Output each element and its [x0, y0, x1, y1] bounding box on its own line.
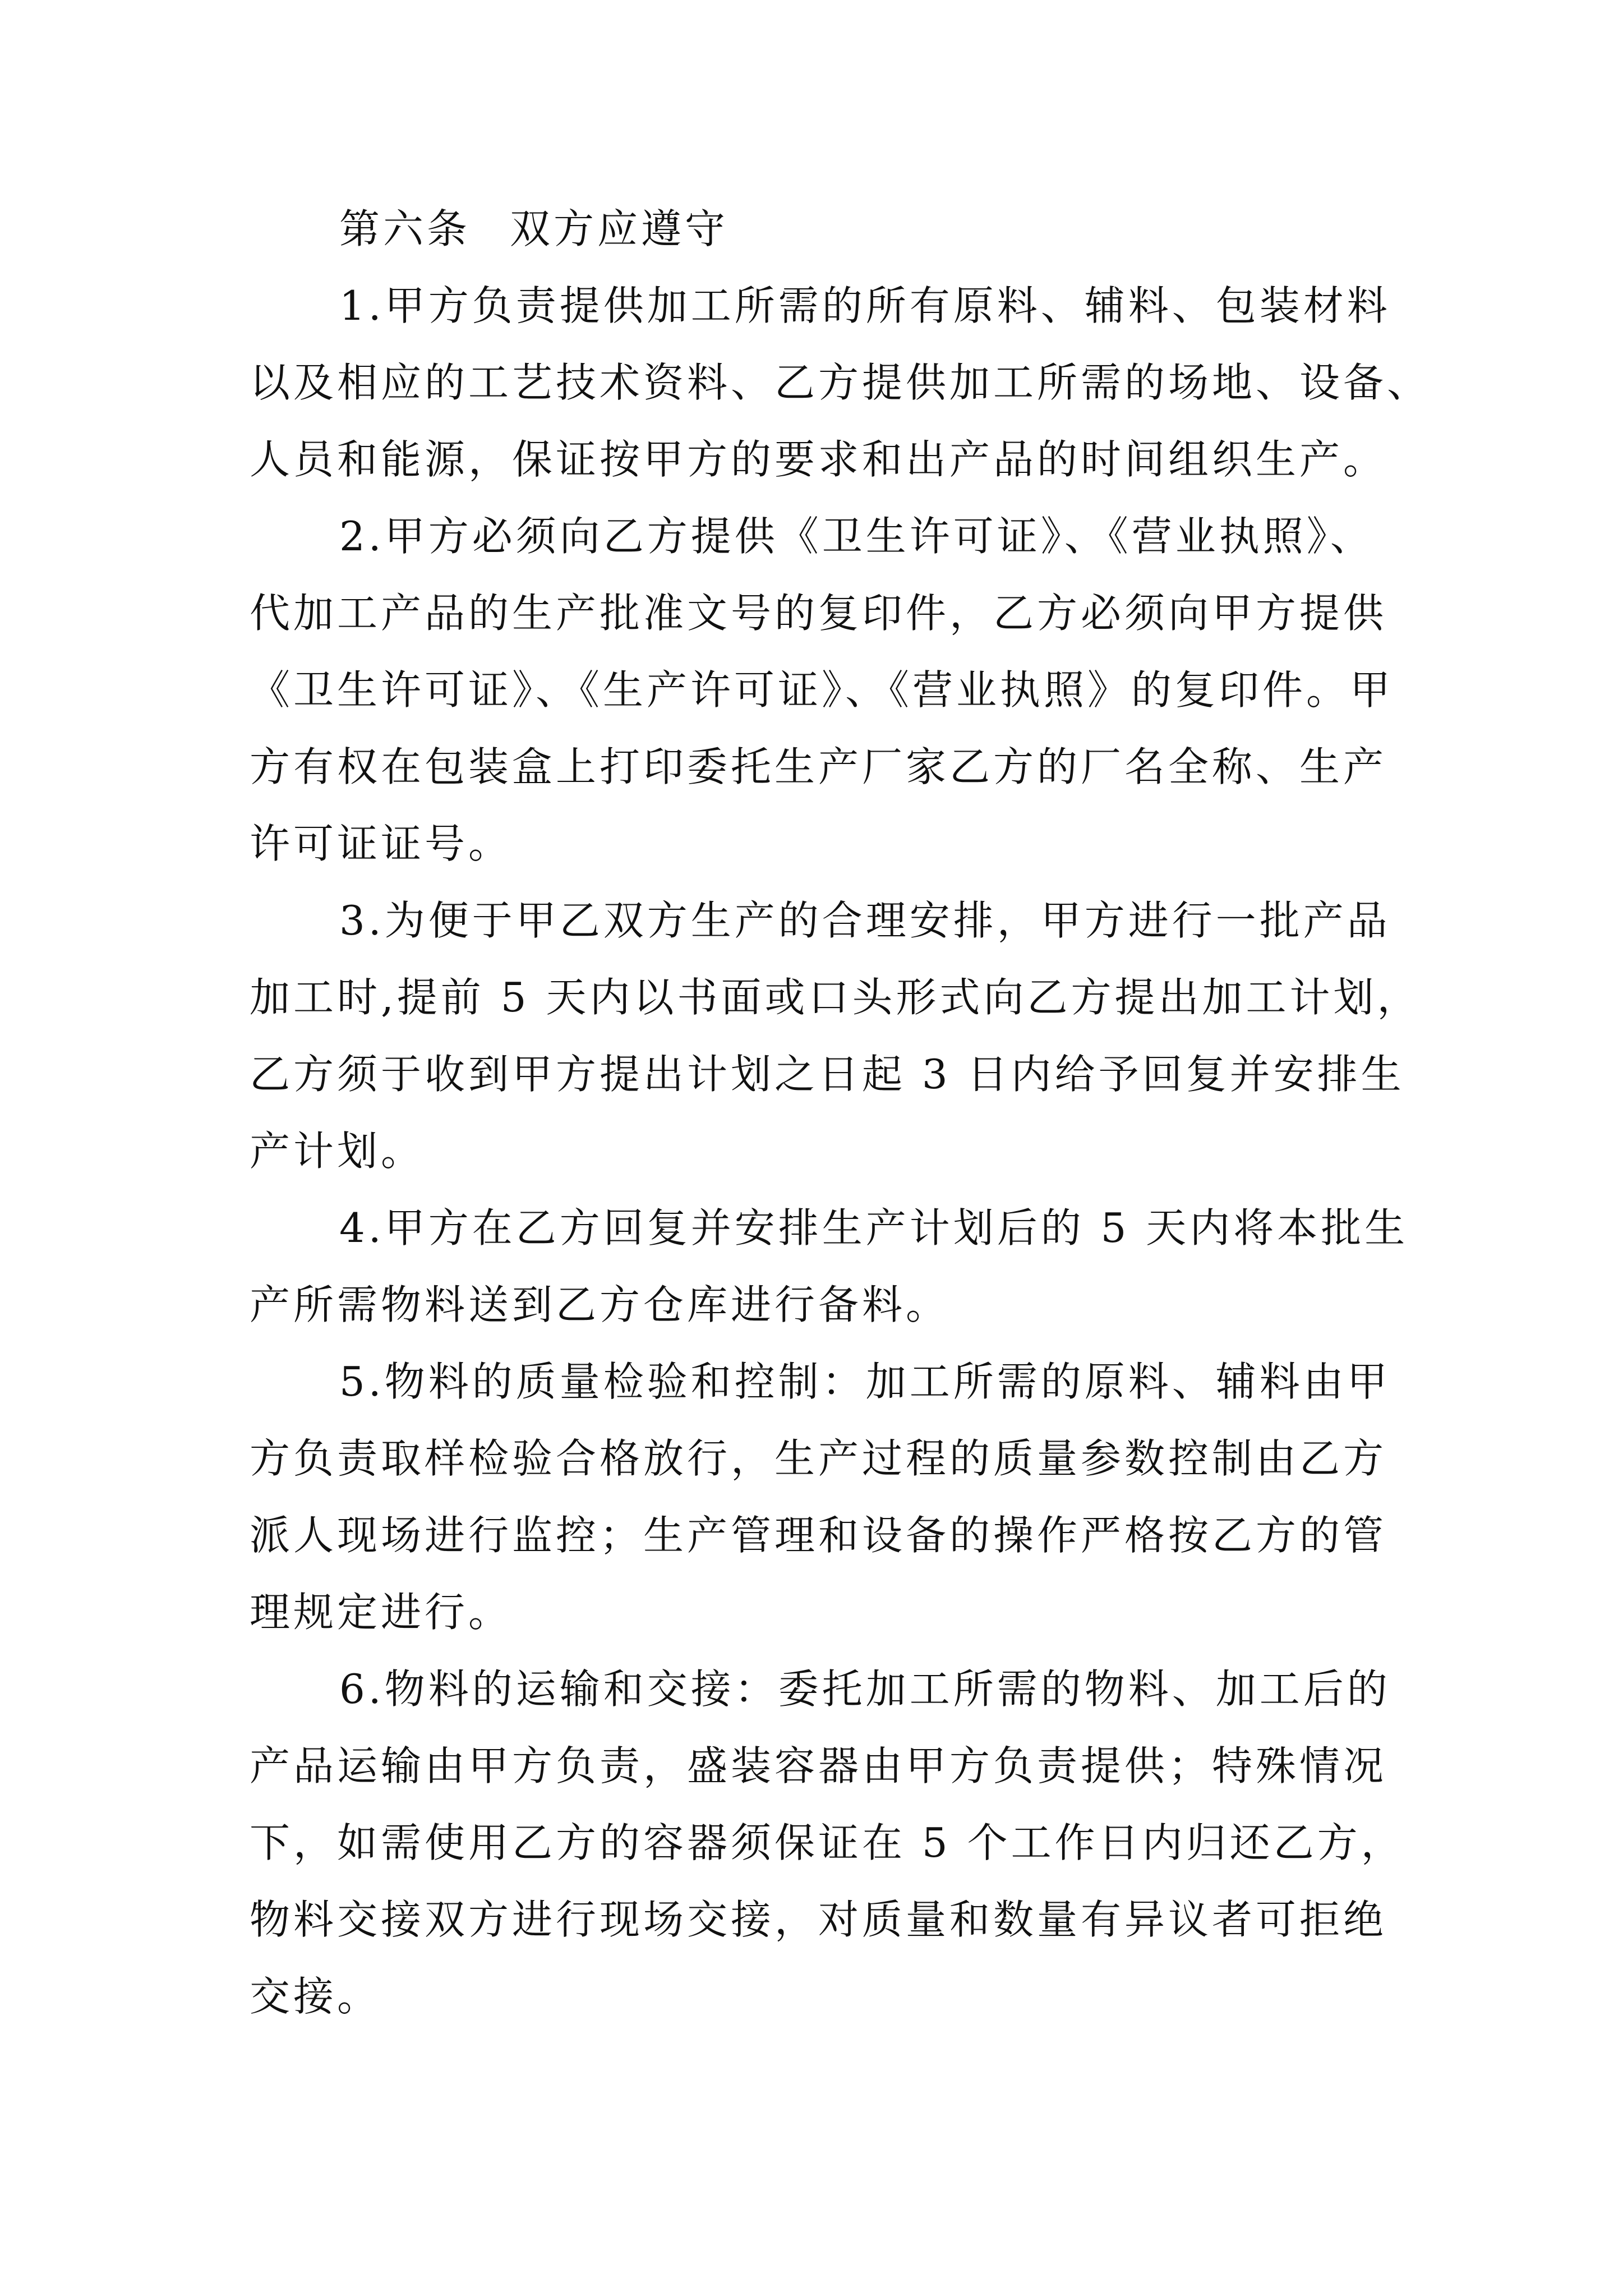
text-line: 许可证证号。 [250, 820, 513, 867]
text-line: 乙方须于收到甲方提出计划之日起 3 日内给予回复并安排生 [250, 1051, 1405, 1098]
text-line: 4.甲方在乙方回复并安排生产计划后的 5 天内将本批生 [339, 1204, 1409, 1251]
text-line: 物料交接双方进行现场交接，对质量和数量有异议者可拒绝 [250, 1896, 1387, 1943]
article-heading [250, 191, 1377, 268]
text-line: 理规定进行。 [250, 1589, 513, 1636]
text-line: 交接。 [250, 1973, 381, 2020]
text-line: 加工时,提前 5 天内以书面或口头形式向乙方提出加工计划， [250, 974, 1421, 1021]
text-line: 产所需物料送到乙方仓库进行备料。 [250, 1281, 950, 1328]
text-line: 人员和能源，保证按甲方的要求和出产品的时间组织生产。 [250, 436, 1387, 483]
article-number: 第六条 [339, 205, 471, 252]
text-line: 代加工产品的生产批准文号的复印件，乙方必须向甲方提供 [250, 590, 1387, 637]
text-line: 《卫生许可证》、《生产许可证》、《营业执照》的复印件。甲 [250, 666, 1394, 714]
text-line: 5.物料的质量检验和控制：加工所需的原料、辅料由甲 [339, 1358, 1391, 1405]
document-body [250, 191, 1431, 2035]
text-line: 产计划。 [250, 1128, 425, 1175]
text-line: 3.为便于甲乙双方生产的合理安排，甲方进行一批产品 [339, 897, 1391, 944]
text-line: 以及相应的工艺技术资料、乙方提供加工所需的场地、设备、 [250, 359, 1431, 406]
article-text [250, 268, 1431, 2035]
text-line: 1.甲方负责提供加工所需的所有原料、辅料、包装材料 [339, 282, 1391, 329]
text-line: 方负责取样检验合格放行，生产过程的质量参数控制由乙方 [250, 1435, 1387, 1482]
article-title: 双方应遵守 [510, 205, 729, 252]
text-line: 下，如需使用乙方的容器须保证在 5 个工作日内归还乙方， [250, 1819, 1405, 1866]
text-line: 6.物料的运输和交接：委托加工所需的物料、加工后的 [339, 1665, 1391, 1713]
text-line: 产品运输由甲方负责，盛装容器由甲方负责提供；特殊情况 [250, 1742, 1387, 1789]
text-line: 方有权在包装盒上打印委托生产厂家乙方的厂名全称、生产 [250, 743, 1387, 790]
text-line: 2.甲方必须向乙方提供《卫生许可证》、《营业执照》、 [339, 513, 1374, 560]
text-line: 派人现场进行监控；生产管理和设备的操作严格按乙方的管 [250, 1512, 1387, 1559]
